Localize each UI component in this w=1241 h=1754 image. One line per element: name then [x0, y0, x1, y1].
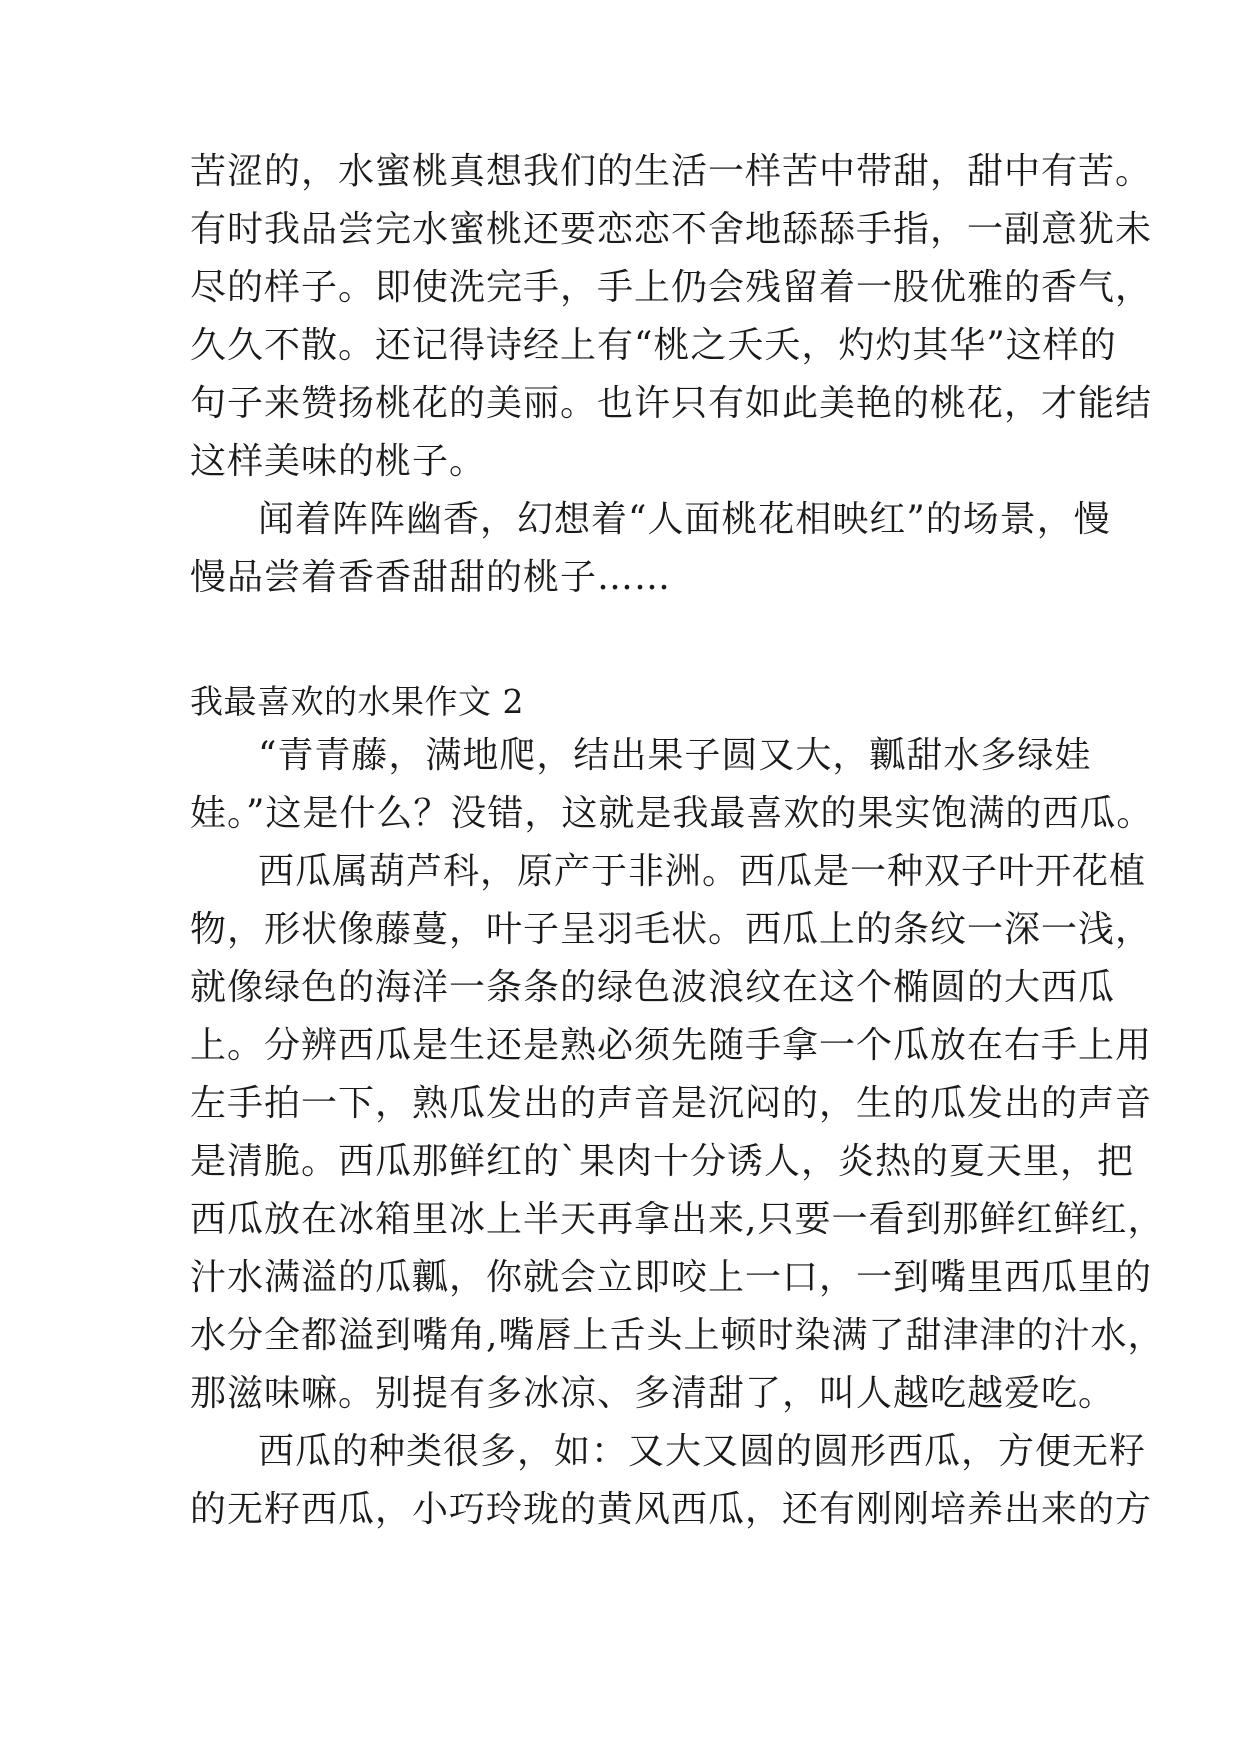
paragraph-line: 那滋味嘛。别提有多冰凉、多清甜了，叫人越吃越爱吃。	[190, 1373, 1116, 1414]
paragraph-line: 的无籽西瓜，小巧玲珑的黄风西瓜，还有刚刚培养出来的方	[190, 1489, 1153, 1530]
paragraph-line: “青青藤，满地爬，结出果子圆又大，瓤甜水多绿娃	[258, 735, 1092, 776]
paragraph-line: 西瓜的种类很多，如：又大又圆的圆形西瓜，方便无籽	[258, 1431, 1147, 1472]
paragraph-line: 娃。”这是什么？没错，这就是我最喜欢的果实饱满的西瓜。	[190, 793, 1154, 834]
paragraph-line: 水分全都溢到嘴角,嘴唇上舌头上顿时染满了甜津津的汁水，	[190, 1315, 1165, 1356]
paragraph-line: 慢品尝着香香甜甜的桃子……	[190, 557, 672, 598]
section-heading: 我最喜欢的水果作文 2	[190, 682, 524, 721]
paragraph-line: 西瓜放在冰箱里冰上半天再拿出来,只要一看到那鲜红鲜红，	[190, 1199, 1165, 1240]
paragraph-line: 汁水满溢的瓜瓤，你就会立即咬上一口，一到嘴里西瓜里的	[190, 1257, 1153, 1298]
paragraph-line: 物，形状像藤蔓，叶子呈羽毛状。西瓜上的条纹一深一浅，	[190, 909, 1153, 950]
paragraph-line: 尽的样子。即使洗完手，手上仍会残留着一股优雅的香气，	[190, 267, 1153, 308]
paragraph-line: 这样美味的桃子。	[190, 441, 487, 482]
paragraph-line: 左手拍一下，熟瓜发出的声音是沉闷的，生的瓜发出的声音	[190, 1083, 1153, 1124]
paragraph-line: 有时我品尝完水蜜桃还要恋恋不舍地舔舔手指，一副意犹未	[190, 209, 1153, 250]
paragraph-line: 句子来赞扬桃花的美丽。也许只有如此美艳的桃花，才能结	[190, 383, 1153, 424]
paragraph-line: 苦涩的，水蜜桃真想我们的生活一样苦中带甜，甜中有苦。	[190, 151, 1153, 192]
paragraph-line: 是清脆。西瓜那鲜红的`果肉十分诱人，炎热的夏天里，把	[190, 1141, 1135, 1182]
paragraph-line: 久久不散。还记得诗经上有“桃之夭夭，灼灼其华”这样的	[190, 325, 1117, 366]
paragraph-line: 就像绿色的海洋一条条的绿色波浪纹在这个椭圆的大西瓜	[190, 967, 1116, 1008]
paragraph-line: 上。分辨西瓜是生还是熟必须先随手拿一个瓜放在右手上用	[190, 1025, 1153, 1066]
paragraph-line: 闻着阵阵幽香，幻想着“人面桃花相映红”的场景，慢	[258, 499, 1111, 540]
paragraph-line: 西瓜属葫芦科，原产于非洲。西瓜是一种双子叶开花植	[258, 851, 1147, 892]
